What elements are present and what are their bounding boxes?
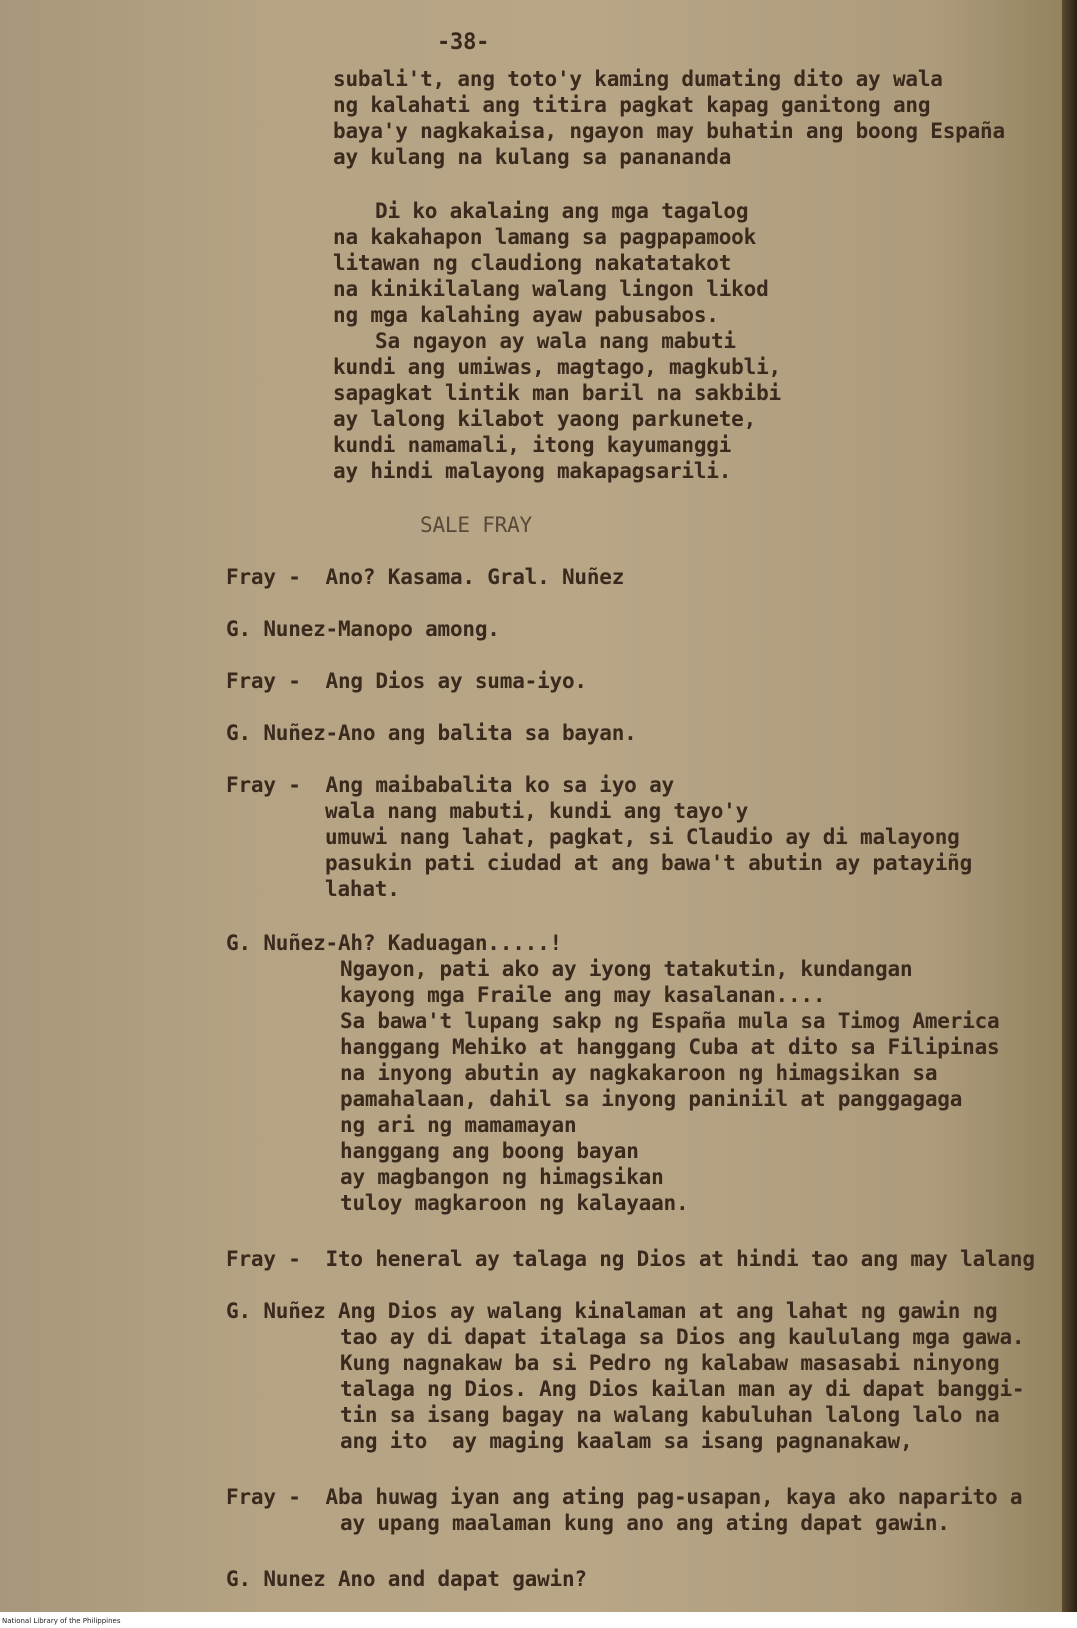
text-line: ay magbangon ng himagsikan bbox=[340, 1165, 664, 1189]
text-line: Fray - Ang maibabalita ko sa iyo ay bbox=[226, 773, 674, 797]
library-footer: National Library of the Philippines bbox=[2, 1617, 121, 1625]
text-line: ng mga kalahing ayaw pabusabos. bbox=[333, 303, 719, 327]
text-line: Sa bawa't lupang sakp ng España mula sa Timog America bbox=[340, 1009, 1000, 1033]
text-line: Fray - Ang Dios ay suma-iyo. bbox=[226, 669, 587, 693]
text-line: litawan ng claudiong nakatatakot bbox=[333, 251, 732, 275]
text-line: pamahalaan, dahil sa inyong paniniil at panggagaga bbox=[340, 1087, 963, 1111]
text-line: sapagkat lintik man baril na sakbibi bbox=[333, 381, 781, 405]
text-line: na kakahapon lamang sa pagpapamook bbox=[333, 225, 757, 249]
text-line: Fray - Ito heneral ay talaga ng Dios at hindi tao ang may lalang bbox=[226, 1247, 1035, 1271]
text-line: Fray - Ano? Kasama. Gral. Nuñez bbox=[226, 565, 625, 589]
text-line: kundi ang umiwas, magtago, magkubli, bbox=[333, 355, 781, 379]
text-line: wala nang mabuti, kundi ang tayo'y bbox=[325, 799, 749, 823]
text-line: baya'y nagkakaisa, ngayon may buhatin ang boong España bbox=[333, 119, 1005, 143]
text-line: hanggang ang boong bayan bbox=[340, 1139, 639, 1163]
text-line: Kung nagnakaw ba si Pedro ng kalabaw masasabi ninyong bbox=[340, 1351, 1000, 1375]
page-edge-shadow bbox=[1062, 0, 1077, 1628]
text-line: ay lalong kilabot yaong parkunete, bbox=[333, 407, 757, 431]
text-line: Di ko akalaing ang mga tagalog bbox=[375, 199, 749, 223]
text-line: tuloy magkaroon ng kalayaan. bbox=[340, 1191, 689, 1215]
text-line: G. Nuñez-Ah? Kaduagan.....! bbox=[226, 931, 562, 955]
text-line: subali't, ang toto'y kaming dumating dito ay wala bbox=[333, 67, 943, 91]
text-line: Sa ngayon ay wala nang mabuti bbox=[375, 329, 736, 353]
page-number: -38- bbox=[437, 30, 490, 55]
text-line: kundi namamali, itong kayumanggi bbox=[333, 433, 732, 457]
text-line: tao ay di dapat italaga sa Dios ang kaululang mga gawa. bbox=[340, 1325, 1025, 1349]
text-line: Ngayon, pati ako ay iyong tatakutin, kundangan bbox=[340, 957, 913, 981]
text-line: G. Nuñez Ang Dios ay walang kinalaman at ang lahat ng gawin ng bbox=[226, 1299, 998, 1323]
text-line: tin sa isang bagay na walang kabuluhan lalong lalo na bbox=[340, 1403, 1000, 1427]
text-line: pasukin pati ciudad at ang bawa't abutin ay patayiñg bbox=[325, 851, 973, 875]
text-line: hanggang Mehiko at hanggang Cuba at dito sa Filipinas bbox=[340, 1035, 1000, 1059]
text-line: umuwi nang lahat, pagkat, si Claudio ay di malayong bbox=[325, 825, 960, 849]
text-line: ay hindi malayong makapagsarili. bbox=[333, 459, 732, 483]
text-line: G. Nuñez-Ano ang balita sa bayan. bbox=[226, 721, 637, 745]
text-line: G. Nunez Ano and dapat gawin? bbox=[226, 1567, 587, 1591]
text-line: ay kulang na kulang sa panananda bbox=[333, 145, 732, 169]
text-line: lahat. bbox=[325, 877, 400, 901]
text-line: na inyong abutin ay nagkakaroon ng himagsikan sa bbox=[340, 1061, 938, 1085]
text-line: ay upang maalaman kung ano ang ating dapat gawin. bbox=[340, 1511, 950, 1535]
text-line: kayong mga Fraile ang may kasalanan.... bbox=[340, 983, 826, 1007]
text-line: ang ito ay maging kaalam sa isang pagnanakaw, bbox=[340, 1429, 913, 1453]
text-line: SALE FRAY bbox=[420, 513, 532, 537]
footer-strip bbox=[0, 1612, 1077, 1628]
text-line: na kinikilalang walang lingon likod bbox=[333, 277, 769, 301]
text-line: ng ari ng mamamayan bbox=[340, 1113, 577, 1137]
text-line: G. Nunez-Manopo among. bbox=[226, 617, 500, 641]
text-line: talaga ng Dios. Ang Dios kailan man ay di dapat banggi- bbox=[340, 1377, 1025, 1401]
text-line: Fray - Aba huwag iyan ang ating pag-usapan, kaya ako naparito a bbox=[226, 1485, 1023, 1509]
text-line: ng kalahati ang titira pagkat kapag ganitong ang bbox=[333, 93, 931, 117]
